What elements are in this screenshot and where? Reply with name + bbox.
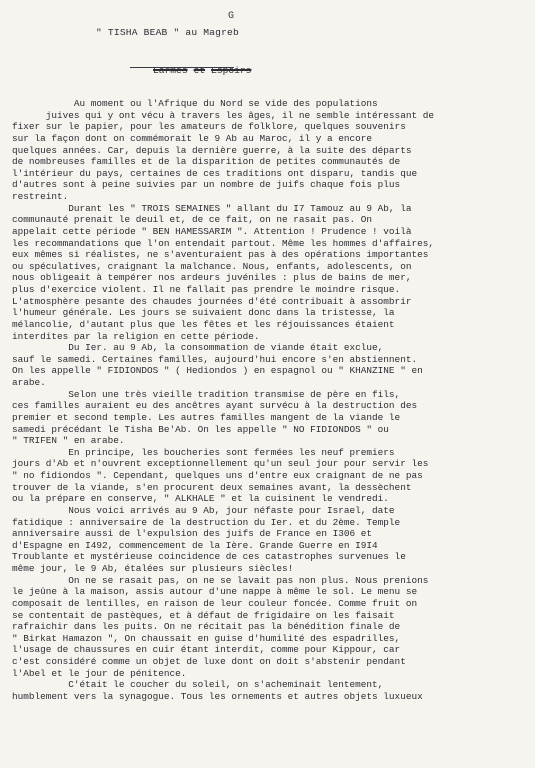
text-line: arabe. [12,377,46,388]
text-line: composait de lentilles, en raison de leur couleur foncée. Comme fruit on [12,597,418,609]
text-line: Durant les " TROIS SEMAINES " allant du I7 Tamouz au 9 Ab, la [12,202,412,214]
text-line: mélancolie, d'autant plus que les fêtes et les réjouissances étaient [12,318,395,330]
text-line: samedi précédant le Tisha Be'Ab. On les appelle " NO FIDIONDOS " ou [12,423,389,435]
text-line: le jeûne à la maison, assis autour d'une nappe à même le sol. Le menu se [12,586,418,598]
subtitle-word-2: et [193,65,206,76]
text-line: fatidique : anniversaire de la destruction du Ier. et du 2ème. Temple [12,516,401,528]
text-line: On les appelle " FIDIONDOS " ( Hediondos ) en espagnol ou " KHANZINE " en [12,365,423,377]
text-line: " Birkat Hamazon ", On chaussait en guise d'humilité des espadrilles, [12,632,401,644]
document-body [12,98,524,703]
text-line: fixer sur le papier, pour les amateurs de folklore, quelques souvenirs [12,121,406,133]
text-line: restreint. [12,191,69,202]
text-line: L'atmosphère pesante des chaudes journées d'été contribuait à assombrir [12,295,412,307]
text-line: d'Espagne en I492, commencement de la Ière. Grande Guerre en I9I4 [12,539,378,551]
text-line: ces familles auraient eu des ancêtres ayant survécu à la destruction des [12,400,418,412]
subtitle-word-1: Larmes [153,65,188,76]
text-line: juives qui y ont vécu à travers les âges, il ne semble intéressant de [12,109,434,121]
text-line: sauf le samedi. Certaines familles, aujourd'hui encore s'en abstiennent. [12,353,418,365]
text-line: Troublante et mystérieuse coincidence de ces catastrophes survenues le [12,551,406,563]
text-line: se contentait de pastèques, et à défaut de frigidaire on les faisait [12,609,395,621]
text-line: même jour, le 9 Ab, étalées sur plusieurs siècles! [12,563,294,574]
text-line: trouver de la viande, s'en procurent deux semaines avant, la dessèchent [12,481,412,493]
text-line: communauté prenait le deuil et, de ce fait, on ne rasait pas. On [12,214,373,226]
subtitle-word-3: Espoirs [211,65,252,76]
text-line: l'usage de chaussures en cuir étant interdit, comme pour Kippour, car [12,644,401,656]
text-line: Au moment ou l'Afrique du Nord se vide des populations [12,98,378,109]
text-line: de nombreuses familles et de la disparition de petites communautés de [12,156,401,168]
text-line: sur la façon dont on commémorait le 9 Ab au Maroc, il y a encore [12,132,373,144]
text-line: nous obligeait à tempérer nos ardeurs juvéniles : plus de bains de mer, [12,272,412,284]
text-line: humblement vers la synagogue. Tous les ornements et autres objets luxueux [12,690,423,702]
text-line: l'intérieur du pays, certaines de ces traditions ont disparu, tandis que [12,167,418,179]
text-line: appelait cette période " BEN HAMESSARIM ". Attention ! Prudence ! voilà [12,225,412,237]
text-line: d'autres sont à peine suivies par un nombre de juifs chaque fois plus [12,179,401,191]
text-line: Selon une très vieille tradition transmise de père en fils, [12,388,401,400]
text-line: Du Ier. au 9 Ab, la consommation de viande était exclue, [12,342,384,354]
text-line: " no fidiondos ". Cependant, quelques uns d'entre eux craignant de ne pas [12,470,423,481]
subtitle-underline [130,67,234,68]
text-line: premier et second temple. Les autres familles mangent de la viande le [12,411,401,423]
text-line: " TRIFEN " en arabe. [12,435,125,447]
text-line: En principe, les boucheries sont fermées les neuf premiers [12,446,395,458]
text-line: l'humeur générale. Les jours se suivaient donc dans la tristesse, la [12,307,395,319]
text-line: ou spéculatives, craignant la malchance. Nous, enfants, adolescents, on [12,260,412,272]
page-mark: G [228,11,235,22]
text-line: eux mêmes si réalistes, ne s'aventuraient pas à des opérations importantes [12,249,429,261]
document-header: " TISHA BEAB " au Magreb [96,27,239,38]
text-line: ou la prépare en conserve, " ALKHALE " et la cuisinent le vendredi. [12,493,389,505]
text-line: Nous voici arrivés au 9 Ab, jour néfaste pour Israel, date [12,504,395,516]
text-line: l'Abel et le jour de pénitence. [12,667,187,679]
text-line: plus d'exercice violent. Il ne fallait pas prendre le moindre risque. [12,284,401,295]
text-line: quelques années. Car, depuis la dernière guerre, à la suite des départs [12,144,412,156]
text-line: interdites par la religion en cette période. [12,330,260,342]
text-line: jours d'Ab et n'ouvrent exceptionnellement qu'un seul jour pour servir les [12,458,429,470]
text-line: On ne se rasait pas, on ne se lavait pas non plus. Nous prenions [12,574,429,586]
document-subtitle [130,54,251,87]
text-line: anniversaire aussi de l'expulsion des juifs de France en I306 et [12,528,373,540]
text-line: les recommandations que l'on entendait partout. Même les hommes d'affaires, [12,237,434,249]
text-line: rafraichir dans les puits. On ne récitait pas la bénédition finale de [12,621,401,633]
text-line: c'est considéré comme un objet de luxe dont on doit s'abstenir pendant [12,656,406,667]
text-line: C'était le coucher du soleil, on s'acheminait lentement, [12,679,384,691]
